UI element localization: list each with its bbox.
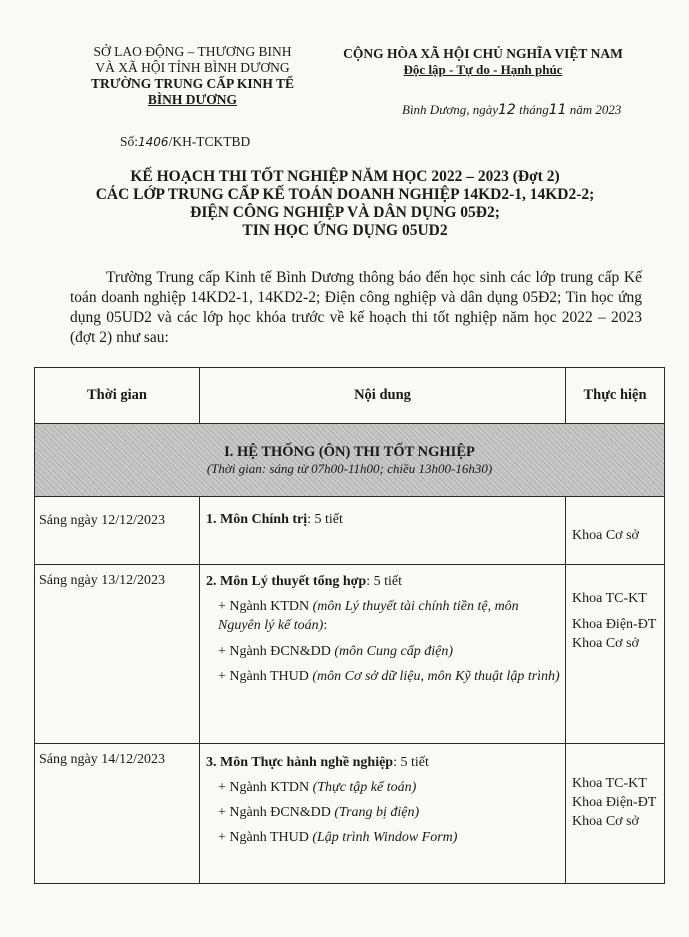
table-row — [35, 744, 665, 884]
date-prefix: Bình Dương, ngày — [402, 102, 498, 117]
major-detail: (Trang bị điện) — [334, 805, 420, 820]
document-date — [402, 102, 621, 118]
subject-name: Môn Chính trị — [220, 512, 308, 527]
doc-no-prefix: Số: — [120, 134, 139, 149]
table-header-row — [35, 368, 665, 424]
list-item — [206, 825, 561, 850]
issuing-organization — [60, 44, 325, 108]
org-line-1: SỞ LAO ĐỘNG – THƯƠNG BINH — [93, 44, 292, 59]
doc-no-suffix: /KH-TCKTBD — [168, 134, 251, 149]
list-item — [206, 641, 561, 663]
title-line-2: CÁC LỚP TRUNG CẤP KẾ TOÁN DOANH NGHIỆP 14KD2-1, 14KD2-2; — [95, 186, 595, 203]
doc-no-handwritten: 1406 — [138, 135, 169, 149]
subject-name: Môn Lý thuyết tổng hợp — [220, 574, 367, 589]
row-time: Sáng ngày 13/12/2023 — [35, 565, 200, 744]
major-detail: (môn Cơ sở dữ liệu, môn Kỹ thuật lập trình) — [312, 669, 560, 684]
section-title: I. HỆ THỐNG (ÔN) THI TỐT NGHIỆP — [224, 444, 475, 460]
document-number — [120, 134, 250, 150]
unit-name: Khoa TC-KT — [572, 776, 647, 791]
title-line-4: TIN HỌC ỨNG DỤNG 05UD2 — [242, 222, 448, 239]
row-unit — [566, 497, 665, 565]
major-name: + Ngành THUD — [218, 830, 313, 845]
row-time: Sáng ngày 12/12/2023 — [35, 497, 200, 565]
subject-number: 2. — [206, 574, 217, 589]
subject-periods: : 5 tiết — [366, 574, 403, 589]
list-item — [206, 775, 561, 800]
title-line-1: KẾ HOẠCH THI TỐT NGHIỆP NĂM HỌC 2022 – 2023 (Đợt 2) — [130, 168, 560, 185]
unit-name: Khoa Điện-ĐT — [572, 795, 657, 810]
major-name: + Ngành ĐCN&DD — [218, 644, 335, 659]
date-month: 11 — [548, 102, 567, 118]
subject-number: 3. — [206, 755, 217, 770]
national-motto — [318, 46, 648, 78]
major-name: + Ngành ĐCN&DD — [218, 805, 335, 820]
major-detail: (môn Cung cấp điện) — [334, 644, 453, 659]
row-content — [200, 744, 566, 884]
unit-name: Khoa Điện-ĐT — [572, 617, 657, 632]
row-unit — [566, 744, 665, 884]
list-item — [206, 667, 561, 686]
major-name: + Ngành KTDN — [218, 599, 313, 614]
subject-number: 1. — [206, 512, 217, 527]
nation-name: CỘNG HÒA XÃ HỘI CHỦ NGHĨA VIỆT NAM — [343, 46, 623, 61]
major-name: + Ngành KTDN — [218, 780, 313, 795]
org-line-2: VÀ XÃ HỘI TỈNH BÌNH DƯƠNG — [95, 60, 290, 75]
unit-name: Khoa Cơ sở — [572, 527, 639, 543]
table-row — [35, 497, 665, 565]
major-name: + Ngành THUD — [218, 669, 313, 684]
document-title — [40, 168, 650, 240]
subject-name: Môn Thực hành nghề nghiệp — [220, 755, 394, 770]
unit-name: Khoa TC-KT — [572, 591, 647, 606]
title-line-3: ĐIỆN CÔNG NGHIỆP VÀ DÂN DỤNG 05Đ2; — [190, 204, 500, 221]
header-content: Nội dung — [200, 368, 566, 424]
section-subtitle: (Thời gian: sáng từ 07h00-11h00; chiều 13h00-16h30) — [206, 461, 493, 476]
exam-schedule-table — [34, 367, 665, 884]
major-detail: (môn Lý thuyết tài chính tiền tệ, môn Nguyên lý kế toán) — [218, 599, 519, 633]
unit-name: Khoa Cơ sở — [572, 814, 639, 829]
row-unit — [566, 565, 665, 744]
major-tail: : — [323, 618, 328, 633]
header-time: Thời gian — [35, 368, 200, 424]
row-content — [200, 565, 566, 744]
nation-motto: Độc lập - Tự do - Hạnh phúc — [403, 62, 563, 77]
intro-paragraph — [70, 268, 642, 348]
row-time: Sáng ngày 14/12/2023 — [35, 744, 200, 884]
list-item — [206, 597, 561, 635]
section-banner — [35, 424, 665, 497]
date-day: 12 — [498, 102, 516, 118]
intro-text: Trường Trung cấp Kinh tế Bình Dương thông báo đến học sinh các lớp trung cấp Kế toán doanh nghiệp 14KD2-1, 14KD2-2; Điện công nghiệp và dân dụng 05Đ2; Tin học ứng dụng 05UD2 và các lớp học khóa trước về kế hoạch thi tốt nghiệp năm học 2022 – 2023 (đợt 2) như sau: — [70, 269, 642, 346]
row-content — [200, 497, 566, 565]
list-item — [206, 800, 561, 825]
org-line-4: BÌNH DƯƠNG — [147, 92, 238, 107]
org-line-3: TRƯỜNG TRUNG CẤP KINH TẾ — [90, 76, 295, 91]
subject-periods: : 5 tiết — [393, 755, 429, 770]
table-row — [35, 565, 665, 744]
header-unit: Thực hiện — [566, 368, 665, 424]
major-detail: (Thực tập kế toán) — [312, 780, 417, 795]
major-detail: (Lập trình Window Form) — [312, 830, 458, 845]
date-year: năm 2023 — [569, 102, 622, 117]
unit-name: Khoa Cơ sở — [572, 636, 639, 651]
section-row — [35, 424, 665, 497]
date-month-prefix: tháng — [519, 102, 549, 117]
subject-periods: : 5 tiết — [307, 512, 343, 527]
